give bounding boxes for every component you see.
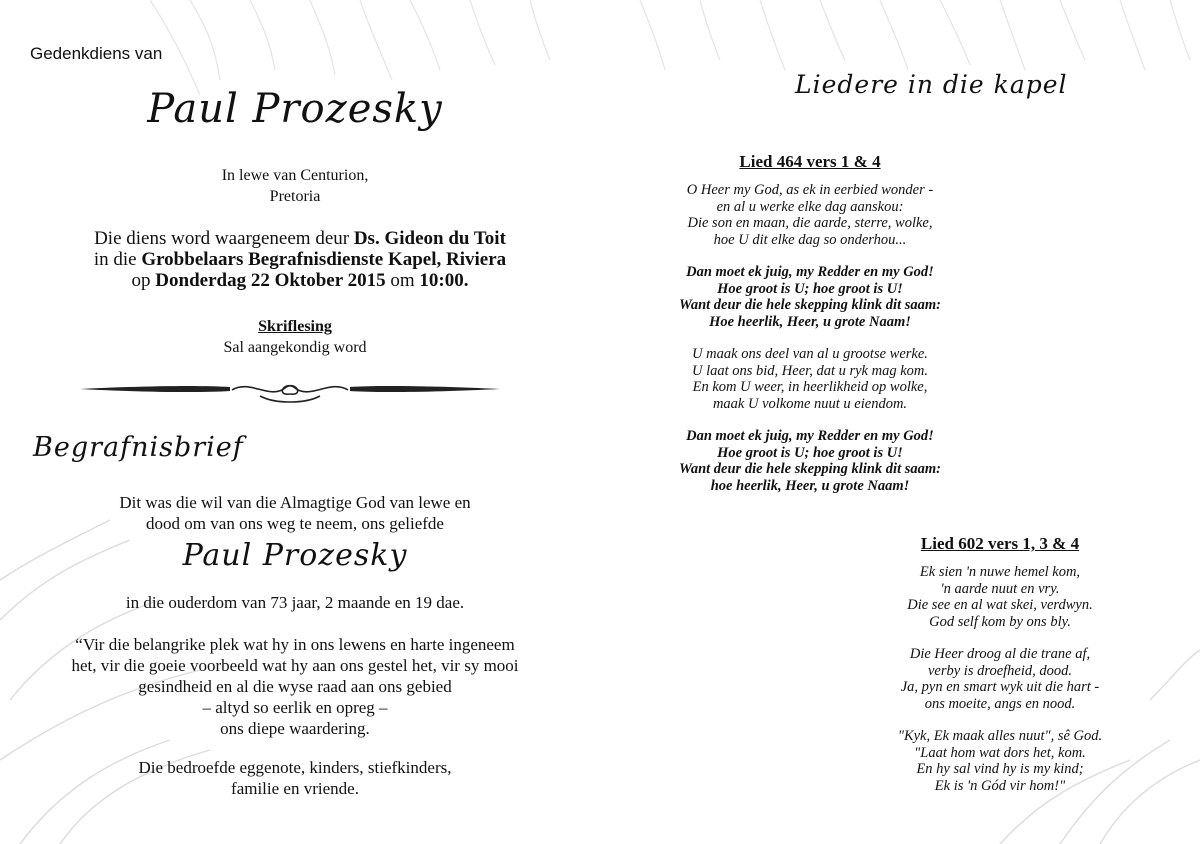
verse-line: "Kyk, Ek maak alles nuut", sê God. [897, 728, 1103, 744]
letter-title: Begrafnisbrief [33, 432, 244, 463]
reading-text: Sal aangekondig word [223, 339, 367, 356]
tribute-line: ons diepe waardering. [220, 719, 370, 738]
tribute-line: gesindheid en al die wyse raad aan ons gebied [138, 677, 452, 696]
residence-line2: Pretoria [269, 188, 321, 205]
service-line3-mid: om [385, 270, 420, 291]
hymn1-chorus2 [600, 428, 1020, 494]
hymn2-title: Lied 602 vers 1, 3 & 4 [920, 534, 1080, 553]
letter-intro [60, 492, 530, 534]
venue-name: Grobbelaars Begrafnisdienste Kapel, Riviera [141, 249, 507, 270]
age-text: in die ouderdom van 73 jaar, 2 maande en 19 dae. [125, 593, 465, 612]
verse-line: 'n aarde nuut en vry. [940, 580, 1060, 597]
family [60, 757, 530, 799]
chorus-line: Hoe groot is U; hoe groot is U! [717, 444, 903, 461]
chorus-line: Want deur die hele skepping klink dit saam: [679, 461, 941, 477]
hymn1-stanza2 [600, 346, 1020, 412]
verse-line: U maak ons deel van al u grootse werke. [692, 346, 928, 362]
deceased-name-2: Paul Prozesky [182, 538, 408, 573]
chorus-line: Hoe heerlik, Heer, u grote Naam! [709, 313, 911, 330]
verse-line: Ja, pyn en smart wyk uit die hart - [900, 679, 1100, 695]
minister-name: Ds. Gideon du Toit [353, 228, 506, 249]
tribute [20, 634, 570, 739]
chorus-line: Dan moet ek juig, my Redder en my God! [686, 428, 934, 444]
tribute-line: – altyd so eerlik en opreg – [202, 698, 388, 717]
hymn1 [600, 152, 1020, 510]
verse-line: ons moeite, angs en nood. [924, 695, 1076, 712]
hymn2-stanza3 [830, 728, 1170, 794]
chorus-line: Hoe groot is U; hoe groot is U! [717, 280, 903, 297]
verse-line: Ek sien 'n nuwe hemel kom, [919, 564, 1081, 580]
verse-line: Die son en maan, die aarde, sterre, wolke, [687, 215, 933, 231]
verse-line: en al u werke elke dag aanskou: [716, 198, 904, 215]
service-line3-text: op [131, 270, 156, 291]
chorus-line: Dan moet ek juig, my Redder en my God! [686, 264, 934, 280]
service-line1-text: Die diens word waargeneem deur [94, 228, 354, 249]
letter-line1: Dit was die wil van die Almagtige God van lewe en [119, 493, 471, 512]
hymn1-title: Lied 464 vers 1 & 4 [739, 152, 881, 171]
verse-line: "Laat hom wat dors het, kom. [914, 744, 1086, 761]
verse-line: maak U volkome nuut u eiendom. [712, 395, 908, 412]
verse-line: En hy sal vind hy is my kind; [916, 761, 1084, 777]
verse-line: O Heer my God, as ek in eerbied wonder - [686, 182, 934, 198]
hymn1-stanza1 [600, 182, 1020, 248]
verse-line: hoe U dit elke dag so onderhou... [713, 231, 907, 248]
chorus-line: hoe heerlik, Heer, u grote Naam! [710, 477, 910, 494]
hymn1-chorus1 [600, 264, 1020, 330]
verse-line: verby is droefheid, dood. [927, 662, 1073, 679]
tribute-line: “Vir die belangrike plek wat hy in ons lewens en harte ingeneem [75, 635, 515, 654]
residence [140, 165, 450, 207]
verse-line: Die see en al wat skei, verdwyn. [907, 597, 1093, 613]
verse-line: Ek is 'n Gód vir hom!" [934, 777, 1066, 794]
reading-section [140, 316, 450, 358]
deceased-name: Paul Prozesky [147, 86, 443, 132]
ornamental-divider [80, 374, 500, 404]
chorus-line: Want deur die hele skepping klink dit saam: [679, 297, 941, 313]
verse-line: En kom U weer, in heerlikheid op wolke, [692, 379, 928, 395]
residence-line1: In lewe van Centurion, [221, 167, 369, 184]
verse-line: Die Heer droog al die trane af, [909, 646, 1091, 662]
service-time: 10:00. [419, 270, 469, 291]
letter-line2: dood om van ons weg te neem, ons geliefde [146, 514, 444, 533]
verse-line: U laat ons bid, Heer, dat u ryk mag kom. [691, 362, 928, 379]
service-line2-text: in die [93, 249, 142, 270]
hymn2-stanza1 [830, 564, 1170, 630]
hymn2 [830, 534, 1170, 810]
service-details [40, 228, 560, 291]
reading-title: Skriflesing [258, 318, 332, 335]
service-date: Donderdag 22 Oktober 2015 [155, 270, 386, 291]
intro-text: Gedenkdiens van [30, 44, 163, 63]
family-line2: familie en vriende. [231, 779, 359, 798]
tribute-line: het, vir die goeie voorbeeld wat hy aan ons gestel het, vir sy mooi [71, 656, 519, 675]
verse-line: God self kom by ons bly. [929, 613, 1071, 630]
family-line1: Die bedroefde eggenote, kinders, stiefkinders, [138, 758, 452, 777]
songs-title: Liedere in die kapel [795, 70, 1068, 99]
hymn2-stanza2 [830, 646, 1170, 712]
